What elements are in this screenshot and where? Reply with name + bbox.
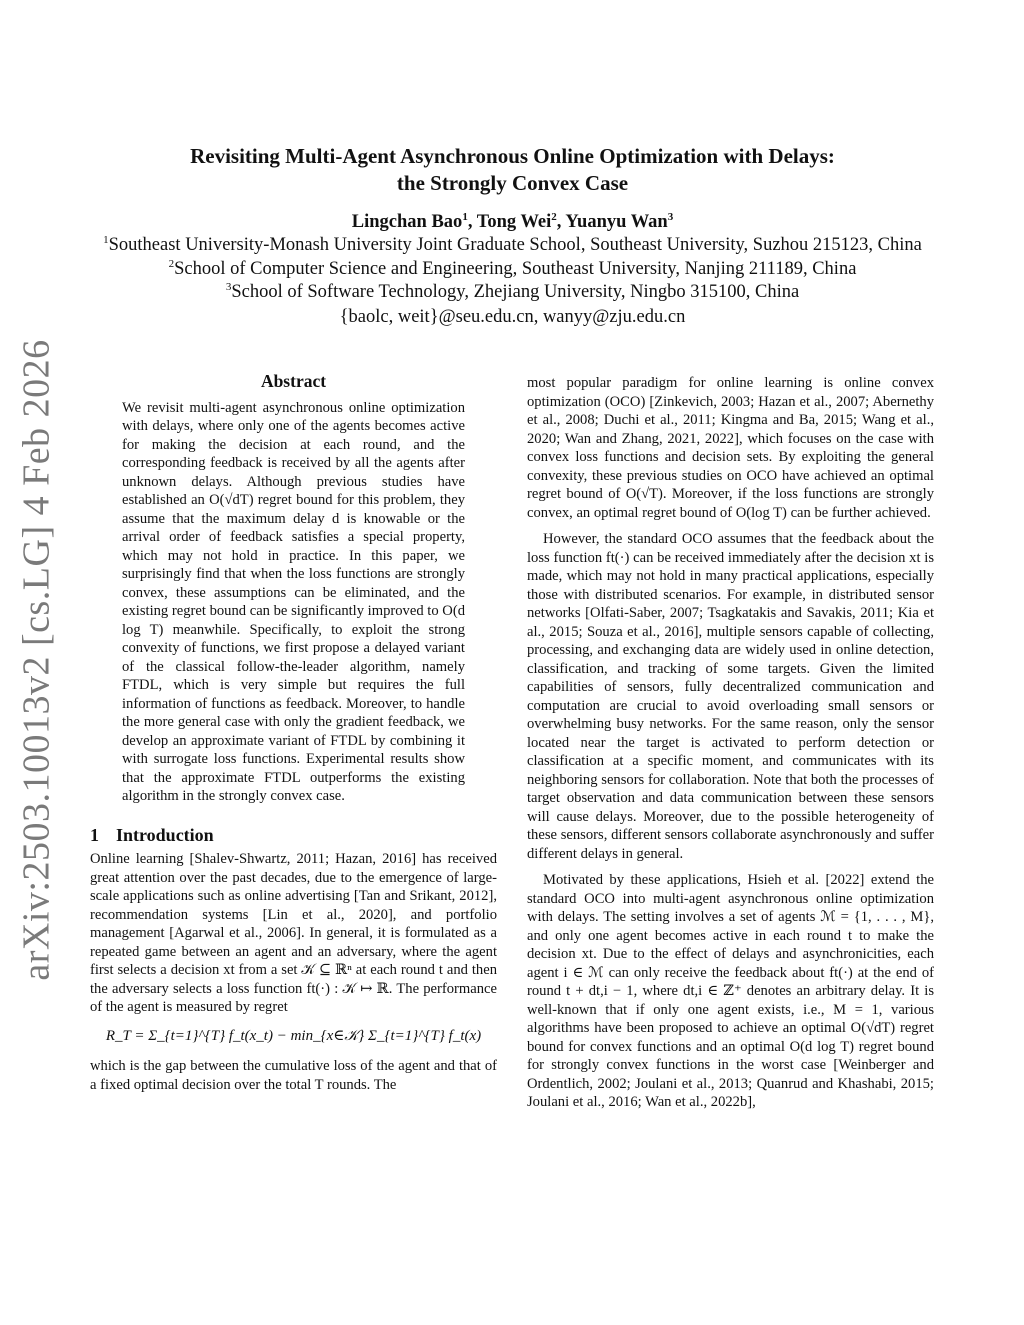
- author-affil-mark: 3: [667, 210, 674, 223]
- section-title: Introduction: [116, 824, 214, 845]
- affiliation-2: [90, 258, 935, 282]
- author-name: Lingchan Bao: [351, 212, 463, 232]
- title-line-1: Revisiting Multi-Agent Asynchronous Online Optimization with Delays:: [190, 144, 835, 168]
- affiliation-1: [90, 234, 935, 258]
- section-heading-introduction: [90, 826, 497, 845]
- author-name: Yuanyu Wan: [565, 212, 668, 232]
- author-affil-mark: 2: [551, 210, 557, 223]
- paper-header: [90, 143, 935, 329]
- right-paragraph-1: most popular paradigm for online learning is online convex optimization (OCO) [Zinkevich, 2003; Hazan et al., 2007; Abernethy et al., 2008; Duchi et al., 2011; Kingma and Ba, 2015; Wang et al., 2020; Wan and Zhang, 2021, 2022], which focuses on the case with convex loss functions and decision sets. By exploiting the general convexity, these previous studies on OCO have achieved an optimal regret bound of O(√T). Moreover, if the loss functions are strongly convex, an optimal regret bound of O(log T) can be further achieved.: [527, 375, 934, 521]
- intro-paragraph-1: Online learning [Shalev-Shwartz, 2011; Hazan, 2016] has received great attention over the past decades, due to the emergence of large-scale applications such as online advertising [Tan and Srikant, 2012], recommendation systems [Lin et al., 2020], and portfolio management [Agarwal et al., 2006]. In general, it is formulated as a repeated game between an agent and an adversary, where the agent first selects a decision xt from a set 𝒦 ⊆ ℝⁿ at each round t and then the adversary selects a loss function ft(·) : 𝒦 ↦ ℝ. The performance of the agent is measured by regret: [90, 851, 497, 1015]
- arxiv-identifier-text: arXiv:2503.10013v2 [cs.LG] 4 Feb 2026: [16, 339, 59, 981]
- affiliation-text: School of Computer Science and Engineering, Southeast University, Nanjing 211189, China: [174, 258, 857, 279]
- author-list: Lingchan Bao$^1$, Tong Wei$^2$, Yuanyu Wan$^3$: [351, 210, 674, 232]
- abstract-text: We revisit multi-agent asynchronous online optimization with delays, where only one of the agents becomes active for making the decision at each round, and the corresponding feedback is received by all the agents after unknown delays. Although previous studies have established an O(√dT) regret bound for this problem, they assume that the maximum delay d is knowable or the arrival order of feedback satisfies a special property, which may not hold in practice. In this paper, we surprisingly find that when the loss functions are strongly convex, these assumptions can be eliminated, and the existing regret bound can be significantly improved to O(d log T) meanwhile. Specifically, to exploit the strong convexity of functions, we first propose a delayed variant of the classical follow-the-leader algorithm, namely FTDL, which is very simple but requires the full information of functions as feedback. Moreover, to handle the more general case with only the gradient feedback, we develop an approximate variant of FTDL by combining it with surrogate loss functions. Experimental results show that the approximate FTDL outperforms the existing algorithm in the strongly convex case.: [122, 399, 465, 804]
- intro-paragraph-2: which is the gap between the cumulative loss of the agent and that of a fixed optimal decision over the total T rounds. The: [90, 1058, 497, 1093]
- right-paragraph-3: Motivated by these applications, Hsieh et al. [2022] extend the standard OCO into multi-agent asynchronous online optimization with delays. The setting involves a set of agents ℳ = {1, . . . , M}, and only one agent becomes active in each round t to make the decision xt. Due to the effect of delays and asynchronicities, each agent i ∈ ℳ can only receive the feedback about ft(·) at the end of round t + dt,i − 1, where dt,i ∈ ℤ⁺ denotes an arbitrary delay. It is well-known that if only one agent exists, i.e., M = 1, various algorithms have been proposed to achieve an optimal O(√dT) regret bound for convex functions and an optimal O(d log T) regret bound for strongly convex functions in the worst case [Weinberger and Ordentlich, 2002; Joulani et al., 2013; Quanrud and Khashabi, 2015; Joulani et al., 2016; Wan et al., 2022b],: [527, 872, 934, 1110]
- paper-title: [90, 143, 935, 197]
- contact-emails: {baolc, weit}@seu.edu.cn, wanyy@zju.edu.cn: [339, 306, 686, 327]
- affiliation-text: School of Software Technology, Zhejiang University, Ningbo 315100, China: [231, 282, 800, 302]
- affiliation-mark: 2: [168, 257, 175, 270]
- abstract-heading: Abstract: [260, 371, 327, 391]
- affiliation-3: [90, 281, 935, 305]
- affiliation-mark: 1: [103, 233, 109, 246]
- author-name: Tong Wei: [476, 212, 552, 232]
- left-column: [90, 372, 497, 1094]
- author-affil-mark: 1: [462, 210, 468, 223]
- section-number: 1: [90, 824, 99, 845]
- affiliation-text: Southeast University-Monash University Joint Graduate School, Southeast University, Suzhou 215123, China: [108, 235, 922, 255]
- title-line-2: the Strongly Convex Case: [396, 171, 629, 195]
- right-paragraph-2: However, the standard OCO assumes that the feedback about the loss function ft(·) can be received immediately after the decision xt is made, which may not hold in many practical applications, especially those with distributed scenarios. For example, in distributed sensor networks [Olfati-Saber, 2007; Tsagkatakis and Savakis, 2011; Kia et al., 2015; Souza et al., 2016], multiple sensors capable of collecting, processing, and exchanging data are widely used in online detection, classification, and tracking of some targets. Given the limited capabilities of sensors, fully decentralized communication and computation are crucial to avoid overloading small sensors or overwhelming busy networks. For the same reason, only the sensor located near the target is activated to perform detection or classification at a specific moment, and communicates with its neighboring sensors for collaboration. Note that both the processes of target observation and data communication between these sensors will cause delays. Moreover, due to the possible heterogeneity of these sensors, different sensors collaborate asynchronously and suffer different delays in general.: [527, 531, 934, 862]
- right-column: [527, 374, 934, 1112]
- regret-equation: R_T = Σ_{t=1}^{T} f_t(x_t) − min_{x∈𝒦} Σ_{t=1}^{T} f_t(x): [105, 1027, 482, 1044]
- affiliation-mark: 3: [225, 280, 232, 293]
- arxiv-identifier: [8, 339, 66, 981]
